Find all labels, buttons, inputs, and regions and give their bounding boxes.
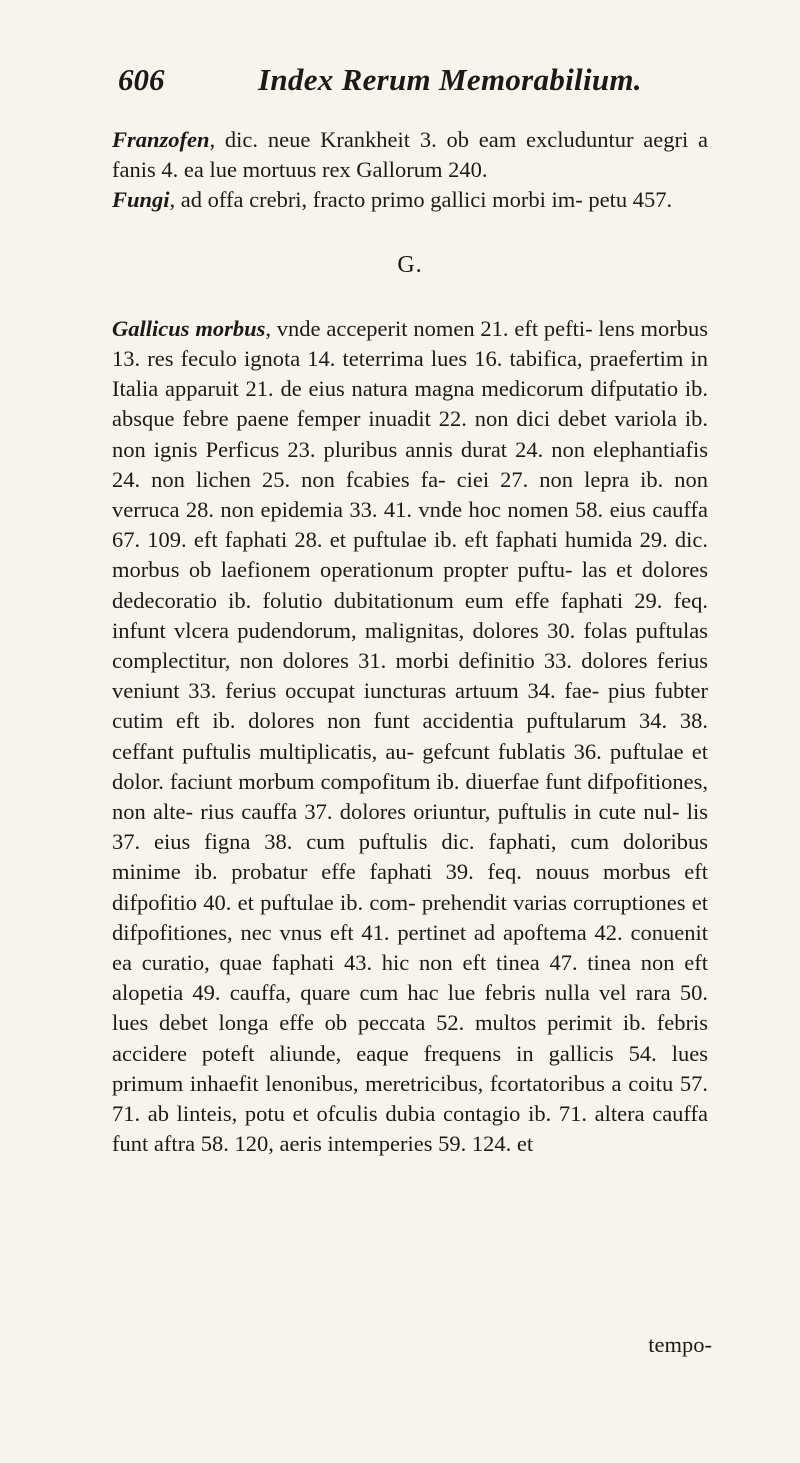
- index-entry-fungi: [112, 185, 708, 215]
- entry-text: , ad offa crebri, fracto primo gallici morbi im- petu 457.: [169, 187, 673, 213]
- running-head: Index Rerum Memorabilium.: [258, 62, 642, 97]
- entry-text: , vnde acceperit nomen 21. eft pefti- lens morbus 13. res feculo ignota 14. teterrima lues 16. tabifica, praefertim in Italia apparuit 21. de eius natura magna medicorum difputatio ib. absque febre paene femper inuadit 22. non dici debet variola ib. non ignis Perficus 23. pluribus annis durat 24. non elephantiafis 24. non lichen 25. non fcabies fa- ciei 27. non lepra ib. non verruca 28. non epidemia 33. 41. vnde hoc nomen 58. eius cauffa 67. 109. eft faphati 28. et puftulae ib. eft faphati humida 29. dic. morbus ob laefionem operationum propter puftu- las et dolores dedecoratio ib. folutio dubitationum eum effe faphati 29. feq. infunt vlcera pudendorum, malignitas, dolores 30. folas puftulas complectitur, non dolores 31. morbi definitio 33. dolores ferius veniunt 33. ferius occupat iuncturas artuum 34. fae- pius fubter cutim eft ib. dolores non funt accidentia puftularum 34. 38. ceffant puftulis multiplicatis, au- gefcunt fublatis 36. puftulae et dolor. faciunt morbum compofitum ib. diuerfae funt difpofitiones, non alte- rius cauffa 37. dolores oriuntur, puftulis in cute nul- lis 37. eius figna 38. cum puftulis dic. faphati, cum doloribus minime ib. probatur effe faphati 39. feq. nouus morbus eft difpofitio 40. et puftulae ib. com- prehendit varias corruptiones et difpofitiones, nec vnus eft 41. pertinet ad apoftema 42. conuenit ea curatio, quae faphati 43. hic non eft tinea 47. tinea non eft alopetia 49. cauffa, quare cum hac lue febris nulla vel rara 50. lues debet longa effe ob peccata 52. multos perimit ib. febris accidere poteft aliunde, eaque frequens in gallicis 54. lues primum inhaefit lenonibus, meretricibus, fcortatoribus a coitu 57. 71. ab linteis, potu et ofculis dubia contagio ib. 71. altera cauffa funt aftra 58. 120, aeris intemperies 59. 124. et: [112, 315, 708, 1157]
- entry-headword: Franzofen: [112, 127, 210, 152]
- index-entry-franzofen: [112, 125, 708, 185]
- section-letter: G.: [397, 251, 423, 278]
- index-text: [112, 125, 708, 1160]
- page-header: [118, 62, 718, 102]
- entry-text: , dic. neue Krankheit 3. ob eam excluduntur aegri a fanis 4. ea lue mortuus rex Gallorum 240.: [112, 127, 708, 183]
- entry-headword: Gallicus morbus: [112, 315, 266, 341]
- page-number: 606: [118, 62, 165, 97]
- catchword: tempo-: [648, 1332, 712, 1357]
- index-entry-gallicus-morbus: [112, 314, 708, 1160]
- entry-headword: Fungi: [112, 187, 170, 213]
